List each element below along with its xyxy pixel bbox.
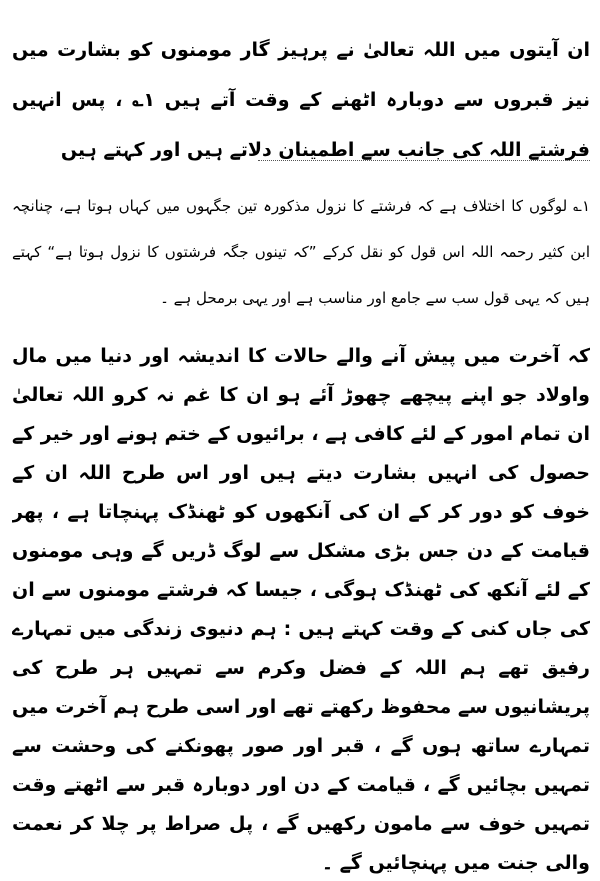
footnote-divider — [258, 160, 590, 161]
main-paragraph: کہ آخرت میں پیش آنے والے حالات کا اندیشہ اور دنیا میں مال واولاد جو اپنے پیچھے چھوڑ آئے ہو ان کا غم نہ کرو اللہ تعالیٰ ان تمام امور کے لئے کافی ہے ، برائیوں کے ختم ہونے اور خیر کے حصول کی انہیں بشارت دیتے ہیں اور اس طرح اللہ ان کے خوف کو دور کر کے ان کی آنکھوں کو ٹھنڈک پہنچاتا ہے ، پھر قیامت کے دن جس بڑی مشکل سے لوگ ڈریں گے وہی مومنوں کے لئے آنکھ کی ٹھنڈک ہوگی ، جیسا کہ فرشتے مومنوں سے ان کی جاں کنی کے وقت کہتے ہیں : ہم دنیوی زندگی میں تمہارے رفیق تھے ہم اللہ کے فضل وکرم سے تمہیں ہر طرح کی پریشانیوں سے محفوظ رکھتے تھے اور اسی طرح ہم آخرت میں تمہارے ساتھ ہوں گے ، قبر اور صور پھونکنے کی وحشت سے تمہیں بچائیں گے ، قیامت کے دن اور دوبارہ قبر سے اٹھتے وقت تمہیں خوف سے مامون رکھیں گے ، پل صراط پر چلا کر نعمت والی جنت میں پہنچائیں گے ۔ — [12, 345, 590, 874]
intro-paragraph: ان آیتوں میں اللہ تعالیٰ نے پرہیز گار مومنوں کو بشارت میں نیز قبروں سے دوبارہ اٹھنے کے وقت آتے ہیں ۱؎ ، پس انہیں فرشتے اللہ کی جانب سے اطمینان دلاتے ہیں اور کہتے ہیں — [12, 39, 590, 161]
footnote-paragraph: ۱؎ لوگوں کا اختلاف ہے کہ فرشتے کا نزول مذکورہ تین جگہوں میں کہاں ہوتا ہے، چنانچہ ابن کثیر رحمہ اللہ اس قول کو نقل کرکے ”کہ تینوں جگہ فرشتوں کا نزول ہوتا ہے“ کہتے ہیں کہ یہی قول سب سے جامع اور مناسب ہے اور یہی برمحل ہے ۔ — [12, 197, 590, 307]
